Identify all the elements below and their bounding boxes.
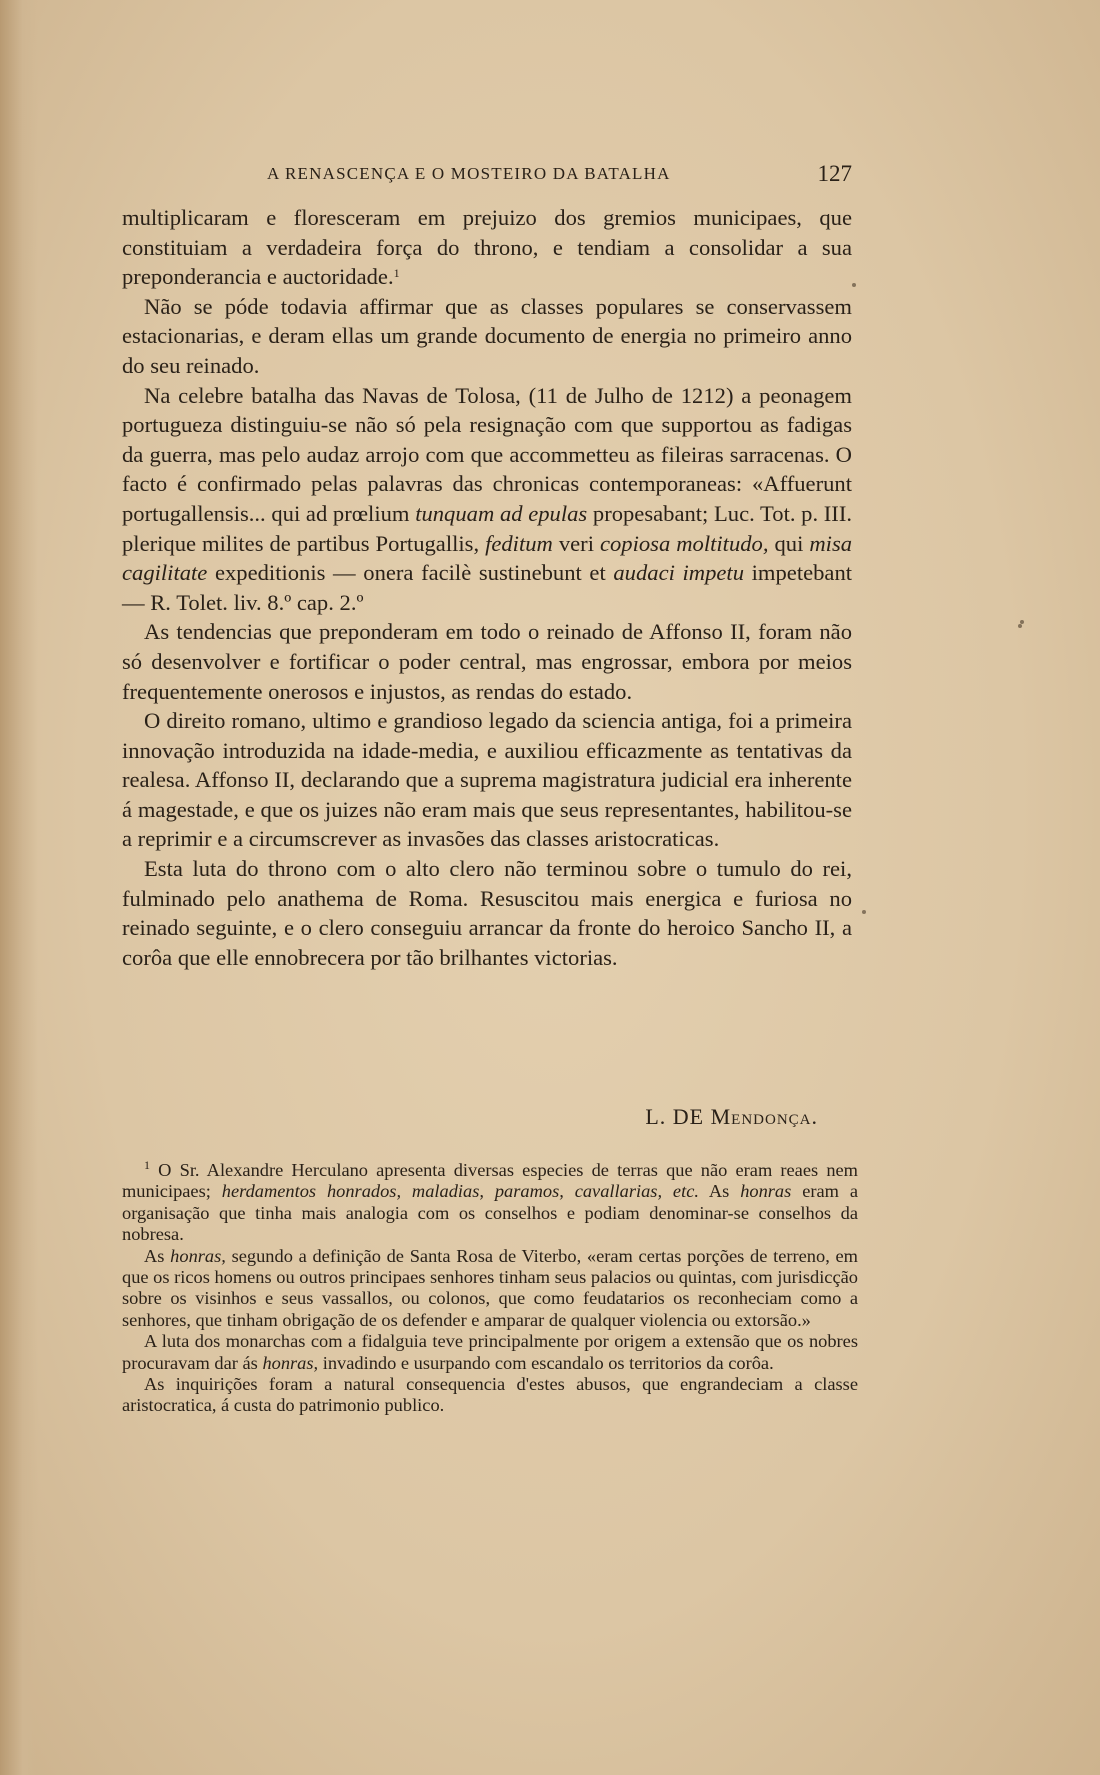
paragraph-3-text-e: expeditionis — onera facilè sustinebunt et [214, 560, 606, 586]
footnote-2-text-a: As [144, 1245, 165, 1266]
paragraph-5: O direito romano, ultimo e grandioso legado da sciencia antiga, foi a primeira innovação introduzida na idade-media, e auxiliou efficazmente as tentativas da realesa. Affonso II, declarando que a suprema magistratura judicial era inherente á magestade, e que os juizes não eram mais que seus representantes, habilitou-se a reprimir e a circumscrever as invasões das classes aristocraticas. [122, 708, 852, 852]
footnote-1-italic-1: herdamentos honrados, maladias, paramos, cavallarias, etc. [221, 1181, 699, 1202]
latin-quote-italic-4: misa cagilitate [122, 530, 853, 586]
running-title: A RENASCENÇA E O MOSTEIRO DA BATALHA [267, 164, 671, 183]
main-text [122, 203, 852, 972]
footnote-1-italic-2: honras [740, 1181, 792, 1202]
author-signature [122, 1104, 818, 1130]
paper-speck [852, 283, 856, 287]
page-number: 127 [817, 161, 852, 186]
footnotes [122, 1160, 858, 1417]
footnote-2 [122, 1246, 858, 1332]
signature-initial: L. [645, 1104, 667, 1129]
footnote-4: As inquirições foram a natural consequencia d'estes abusos, que engrandeciam a classe aristocratica, á custa do patrimonio publico. [122, 1374, 858, 1416]
footnote-ref: 1 [393, 266, 400, 281]
footnote-3-text-a: A luta dos monarchas com a fidalguia teve principalmente por origem a extensão que os nobres procuravam dar ás [122, 1331, 858, 1373]
paragraph-3-text-c: veri [558, 530, 594, 556]
paragraph-3-text-a: Na celebre batalha das Navas de Tolosa, (11 de Julho de 1212) a peonagem portugueza distinguiu-se não só pela resignação com que supportou as fadigas da guerra, mas pelo audaz arrojo com que accommetteu as fileiras sarracenas. O facto é confirmado pelas palavras das chronicas contemporaneas: «Affuerunt portugallensis... qui ad prœlium [122, 382, 852, 526]
paragraph-4: As tendencias que preponderam em todo o reinado de Affonso II, foram não só desenvolver e fortificar o poder central, mas engrossar, embora por meios frequentemente onerosos e injustos, as rendas do estado. [122, 619, 852, 704]
latin-quote-italic-5: audaci impetu [613, 560, 744, 586]
footnote-mark: 1 [144, 1158, 150, 1172]
footnote-2-italic: honras, [170, 1245, 226, 1266]
footnote-1-text-c: eram a organisação que tinha mais analogia com os conselhos e podiam denominar-se conselhos da nobresa. [122, 1181, 858, 1245]
signature-particle: DE [672, 1104, 705, 1129]
paragraph-3-text-b: propesabant; Luc. Tot. p. III. plerique milites de partibus Portugallis, [122, 500, 853, 556]
paper-speck [862, 910, 866, 914]
footnote-2-text-b: segundo a definição de Santa Rosa de Viterbo, «eram certas porções de terreno, em que os ricos homens ou outros principaes senhores tinham seus palacios ou quintas, com jurisdicção sobre os visinhos e seus vassallos, ou colonos, que como feudatarios os reconheciam como a senhores, que tinham obrigação de os defender e amparar de qualquer violencia ou extorsão.» [122, 1245, 858, 1330]
page-header [122, 161, 852, 191]
paragraph-3 [122, 381, 852, 618]
paper-speck [1018, 624, 1022, 628]
paragraph-1-text: multiplicaram e floresceram em prejuizo dos gremios municipaes, que constituiam a verdadeira força do throno, e tendiam a consolidar a sua preponderancia e auctoridade. [122, 205, 852, 290]
footnote-3 [122, 1331, 858, 1374]
paragraph-6: Esta luta do throno com o alto clero não terminou sobre o tumulo do rei, fulminado pelo anathema de Roma. Resuscitou mais energica e furiosa no reinado seguinte, e o clero conseguiu arrancar da fronte do heroico Sancho II, a corôa que elle ennobrecera por tão brilhantes victorias. [122, 856, 852, 970]
paragraph-2: Não se póde todavia affirmar que as classes populares se conservassem estacionarias, e deram ellas um grande documento de energia no primeiro anno do seu reinado. [122, 293, 852, 378]
footnote-1 [122, 1160, 858, 1246]
paragraph-3-text-d: qui [774, 530, 804, 556]
paragraph-1 [122, 203, 852, 292]
signature-surname: Mendonça. [710, 1104, 818, 1129]
latin-quote-italic-1: tunquam ad epulas [415, 500, 588, 526]
footnote-3-text-b: invadindo e usurpando com escandalo os territorios da corôa. [322, 1352, 774, 1373]
paragraph-3-text-f: impetebant — R. Tolet. liv. 8.º cap. 2.º [122, 560, 853, 615]
footnote-1-text-b: As [708, 1181, 730, 1202]
footnote-1-text-a: O Sr. Alexandre Herculano apresenta diversas especies de terras que não eram reaes nem municipaes; [122, 1160, 858, 1202]
latin-quote-italic-2: feditum [485, 530, 553, 556]
footnote-3-italic: honras, [262, 1352, 319, 1373]
latin-quote-italic-3: copiosa moltitudo, [599, 530, 769, 556]
